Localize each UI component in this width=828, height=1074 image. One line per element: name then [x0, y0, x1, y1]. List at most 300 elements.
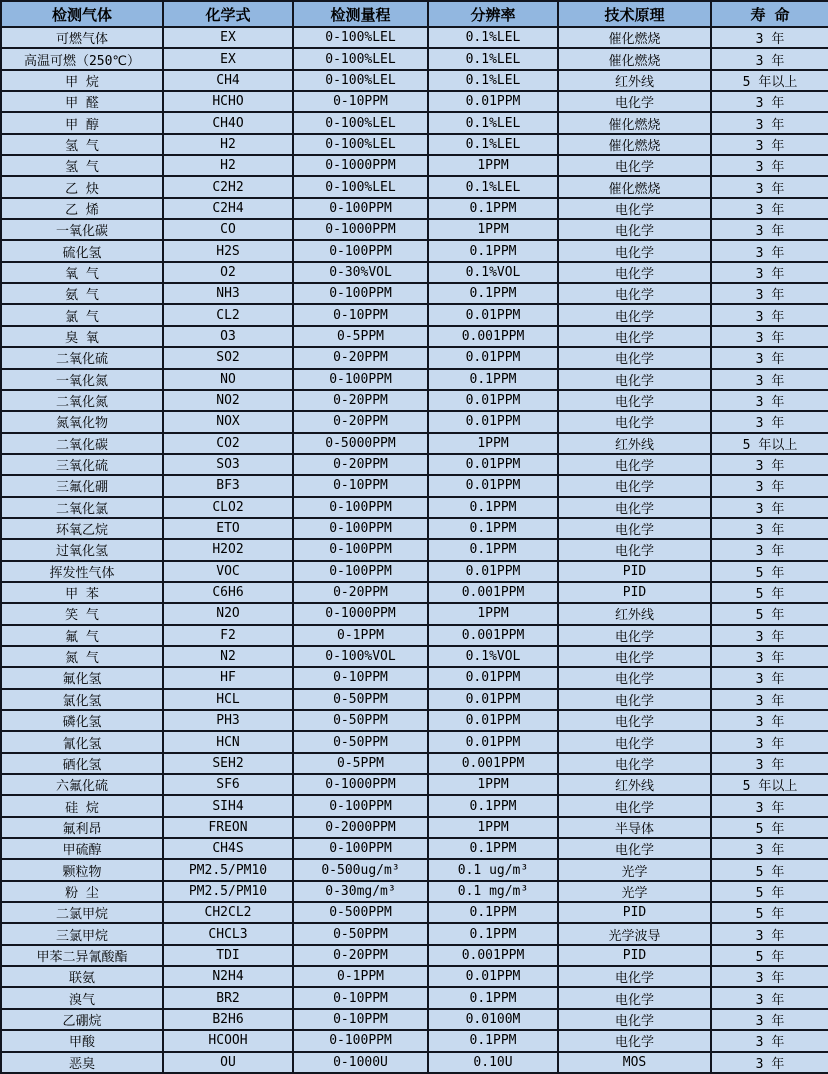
- cell-resolution: 0.01PPM: [428, 454, 558, 475]
- cell-resolution: 0.01PPM: [428, 475, 558, 496]
- cell-gas: 硅 烷: [1, 795, 163, 816]
- cell-principle: 光学: [558, 859, 711, 880]
- cell-formula: ETO: [163, 518, 293, 539]
- cell-principle: 电化学: [558, 304, 711, 325]
- cell-resolution: 1PPM: [428, 219, 558, 240]
- cell-resolution: 0.1%LEL: [428, 48, 558, 69]
- cell-lifespan: 3 年: [711, 326, 828, 347]
- cell-lifespan: 3 年: [711, 731, 828, 752]
- cell-resolution: 0.01PPM: [428, 390, 558, 411]
- cell-formula: PH3: [163, 710, 293, 731]
- cell-resolution: 0.001PPM: [428, 582, 558, 603]
- cell-lifespan: 5 年: [711, 902, 828, 923]
- cell-formula: CH4O: [163, 112, 293, 133]
- cell-resolution: 0.01PPM: [428, 304, 558, 325]
- cell-range: 0-30mg/m³: [293, 881, 428, 902]
- cell-formula: N2H4: [163, 966, 293, 987]
- cell-principle: 红外线: [558, 774, 711, 795]
- cell-formula: PM2.5/PM10: [163, 859, 293, 880]
- cell-gas: 笑 气: [1, 603, 163, 624]
- cell-formula: H2: [163, 155, 293, 176]
- cell-formula: C6H6: [163, 582, 293, 603]
- cell-lifespan: 3 年: [711, 518, 828, 539]
- cell-resolution: 0.1 mg/m³: [428, 881, 558, 902]
- cell-lifespan: 3 年: [711, 48, 828, 69]
- cell-lifespan: 3 年: [711, 795, 828, 816]
- cell-gas: 氨 气: [1, 283, 163, 304]
- cell-formula: BF3: [163, 475, 293, 496]
- table-row: [1, 1052, 828, 1074]
- table-row: [1, 304, 828, 325]
- cell-resolution: 0.1PPM: [428, 518, 558, 539]
- table-row: [1, 646, 828, 667]
- cell-principle: 电化学: [558, 497, 711, 518]
- cell-resolution: 0.001PPM: [428, 945, 558, 966]
- cell-resolution: 1PPM: [428, 433, 558, 454]
- cell-principle: 光学波导: [558, 923, 711, 944]
- cell-resolution: 0.1PPM: [428, 838, 558, 859]
- cell-resolution: 0.1PPM: [428, 497, 558, 518]
- cell-range: 0-100PPM: [293, 497, 428, 518]
- cell-range: 0-100PPM: [293, 198, 428, 219]
- table-row: [1, 859, 828, 880]
- cell-gas: 硫化氢: [1, 240, 163, 261]
- cell-lifespan: 5 年: [711, 561, 828, 582]
- cell-lifespan: 5 年以上: [711, 774, 828, 795]
- cell-resolution: 0.01PPM: [428, 561, 558, 582]
- table-row: [1, 497, 828, 518]
- cell-formula: CLO2: [163, 497, 293, 518]
- cell-range: 0-30%VOL: [293, 262, 428, 283]
- cell-formula: OU: [163, 1052, 293, 1074]
- cell-resolution: 0.01PPM: [428, 731, 558, 752]
- cell-range: 0-20PPM: [293, 411, 428, 432]
- cell-range: 0-100%LEL: [293, 134, 428, 155]
- cell-formula: C2H2: [163, 176, 293, 197]
- cell-lifespan: 3 年: [711, 155, 828, 176]
- cell-resolution: 0.1PPM: [428, 240, 558, 261]
- cell-range: 0-20PPM: [293, 454, 428, 475]
- cell-lifespan: 5 年以上: [711, 433, 828, 454]
- cell-range: 0-5PPM: [293, 326, 428, 347]
- table-body: [1, 27, 828, 1073]
- cell-range: 0-20PPM: [293, 582, 428, 603]
- table-row: [1, 625, 828, 646]
- cell-principle: 电化学: [558, 262, 711, 283]
- table-row: [1, 70, 828, 91]
- cell-lifespan: 3 年: [711, 667, 828, 688]
- cell-lifespan: 3 年: [711, 91, 828, 112]
- table-row: [1, 966, 828, 987]
- cell-gas: 三氟化硼: [1, 475, 163, 496]
- cell-principle: 电化学: [558, 667, 711, 688]
- cell-range: 0-50PPM: [293, 923, 428, 944]
- cell-formula: VOC: [163, 561, 293, 582]
- cell-lifespan: 3 年: [711, 475, 828, 496]
- cell-lifespan: 3 年: [711, 497, 828, 518]
- cell-gas: 硒化氢: [1, 753, 163, 774]
- cell-formula: O2: [163, 262, 293, 283]
- cell-formula: NH3: [163, 283, 293, 304]
- cell-formula: CH4: [163, 70, 293, 91]
- cell-principle: 电化学: [558, 987, 711, 1008]
- cell-principle: 催化燃烧: [558, 112, 711, 133]
- cell-principle: 电化学: [558, 518, 711, 539]
- cell-principle: 电化学: [558, 625, 711, 646]
- cell-principle: PID: [558, 902, 711, 923]
- cell-range: 0-100PPM: [293, 283, 428, 304]
- cell-lifespan: 3 年: [711, 369, 828, 390]
- cell-lifespan: 3 年: [711, 710, 828, 731]
- cell-gas: 二氧化硫: [1, 347, 163, 368]
- table-row: [1, 369, 828, 390]
- cell-range: 0-100%LEL: [293, 27, 428, 48]
- cell-range: 0-1000U: [293, 1052, 428, 1074]
- column-header-resolution: 分辨率: [428, 1, 558, 27]
- cell-formula: F2: [163, 625, 293, 646]
- cell-formula: HF: [163, 667, 293, 688]
- cell-formula: TDI: [163, 945, 293, 966]
- cell-principle: 电化学: [558, 155, 711, 176]
- cell-resolution: 0.1PPM: [428, 1030, 558, 1051]
- cell-lifespan: 5 年: [711, 817, 828, 838]
- cell-range: 0-50PPM: [293, 731, 428, 752]
- cell-resolution: 0.01PPM: [428, 966, 558, 987]
- table-row: [1, 411, 828, 432]
- cell-principle: 电化学: [558, 1030, 711, 1051]
- cell-lifespan: 3 年: [711, 646, 828, 667]
- table-row: [1, 347, 828, 368]
- cell-principle: 红外线: [558, 70, 711, 91]
- cell-formula: B2H6: [163, 1009, 293, 1030]
- table-row: [1, 433, 828, 454]
- cell-gas: 恶臭: [1, 1052, 163, 1074]
- cell-range: 0-100%LEL: [293, 176, 428, 197]
- cell-principle: 电化学: [558, 710, 711, 731]
- cell-gas: 二氧化氯: [1, 497, 163, 518]
- cell-gas: 氟 气: [1, 625, 163, 646]
- cell-principle: 电化学: [558, 326, 711, 347]
- cell-gas: 一氧化氮: [1, 369, 163, 390]
- cell-resolution: 1PPM: [428, 774, 558, 795]
- table-row: [1, 838, 828, 859]
- cell-resolution: 0.1%LEL: [428, 112, 558, 133]
- cell-formula: HCL: [163, 689, 293, 710]
- cell-range: 0-10PPM: [293, 667, 428, 688]
- cell-principle: 电化学: [558, 91, 711, 112]
- cell-principle: 电化学: [558, 369, 711, 390]
- cell-formula: H2O2: [163, 539, 293, 560]
- table-row: [1, 795, 828, 816]
- cell-range: 0-50PPM: [293, 689, 428, 710]
- cell-range: 0-1000PPM: [293, 603, 428, 624]
- cell-formula: C2H4: [163, 198, 293, 219]
- cell-resolution: 0.1PPM: [428, 369, 558, 390]
- cell-lifespan: 3 年: [711, 390, 828, 411]
- cell-gas: 乙 炔: [1, 176, 163, 197]
- cell-range: 0-100PPM: [293, 539, 428, 560]
- table-row: [1, 454, 828, 475]
- cell-gas: 甲硫醇: [1, 838, 163, 859]
- cell-lifespan: 3 年: [711, 262, 828, 283]
- cell-lifespan: 5 年: [711, 881, 828, 902]
- cell-principle: 电化学: [558, 1009, 711, 1030]
- table-row: [1, 112, 828, 133]
- cell-lifespan: 5 年: [711, 603, 828, 624]
- cell-range: 0-1PPM: [293, 966, 428, 987]
- cell-range: 0-100PPM: [293, 795, 428, 816]
- cell-principle: 催化燃烧: [558, 27, 711, 48]
- table-row: [1, 134, 828, 155]
- cell-principle: 电化学: [558, 347, 711, 368]
- cell-formula: CHCL3: [163, 923, 293, 944]
- cell-lifespan: 3 年: [711, 838, 828, 859]
- cell-gas: 二氧化碳: [1, 433, 163, 454]
- table-row: [1, 774, 828, 795]
- cell-principle: 电化学: [558, 198, 711, 219]
- cell-resolution: 0.1PPM: [428, 902, 558, 923]
- cell-resolution: 0.001PPM: [428, 625, 558, 646]
- cell-lifespan: 3 年: [711, 753, 828, 774]
- cell-lifespan: 3 年: [711, 219, 828, 240]
- cell-lifespan: 3 年: [711, 454, 828, 475]
- cell-formula: NO2: [163, 390, 293, 411]
- cell-lifespan: 3 年: [711, 134, 828, 155]
- cell-gas: 氢 气: [1, 155, 163, 176]
- cell-resolution: 0.1%LEL: [428, 134, 558, 155]
- cell-range: 0-20PPM: [293, 945, 428, 966]
- table-row: [1, 198, 828, 219]
- cell-formula: HCN: [163, 731, 293, 752]
- cell-principle: 催化燃烧: [558, 48, 711, 69]
- cell-gas: 氮 气: [1, 646, 163, 667]
- cell-principle: 电化学: [558, 240, 711, 261]
- table-row: [1, 945, 828, 966]
- table-row: [1, 176, 828, 197]
- header-row: [1, 1, 828, 27]
- cell-formula: NO: [163, 369, 293, 390]
- cell-lifespan: 3 年: [711, 539, 828, 560]
- cell-gas: 高温可燃（250℃）: [1, 48, 163, 69]
- cell-principle: PID: [558, 582, 711, 603]
- cell-gas: 颗粒物: [1, 859, 163, 880]
- cell-range: 0-100%LEL: [293, 48, 428, 69]
- cell-lifespan: 5 年: [711, 582, 828, 603]
- cell-range: 0-100PPM: [293, 369, 428, 390]
- cell-formula: HCOOH: [163, 1030, 293, 1051]
- cell-gas: 六氟化硫: [1, 774, 163, 795]
- cell-principle: 电化学: [558, 838, 711, 859]
- cell-gas: 二氧化氮: [1, 390, 163, 411]
- cell-principle: 电化学: [558, 731, 711, 752]
- cell-gas: 氢 气: [1, 134, 163, 155]
- table-row: [1, 1009, 828, 1030]
- cell-principle: 电化学: [558, 411, 711, 432]
- cell-range: 0-100%LEL: [293, 112, 428, 133]
- cell-principle: 催化燃烧: [558, 176, 711, 197]
- cell-range: 0-20PPM: [293, 347, 428, 368]
- cell-gas: 三氧化硫: [1, 454, 163, 475]
- cell-resolution: 0.01PPM: [428, 689, 558, 710]
- cell-resolution: 0.01PPM: [428, 710, 558, 731]
- cell-lifespan: 3 年: [711, 1052, 828, 1074]
- cell-resolution: 0.001PPM: [428, 326, 558, 347]
- cell-gas: 乙硼烷: [1, 1009, 163, 1030]
- cell-gas: 过氧化氢: [1, 539, 163, 560]
- cell-formula: SO2: [163, 347, 293, 368]
- cell-resolution: 0.1%VOL: [428, 262, 558, 283]
- cell-gas: 可燃气体: [1, 27, 163, 48]
- cell-gas: 粉 尘: [1, 881, 163, 902]
- cell-gas: 氟化氢: [1, 667, 163, 688]
- table-row: [1, 539, 828, 560]
- cell-gas: 三氯甲烷: [1, 923, 163, 944]
- cell-formula: CO2: [163, 433, 293, 454]
- cell-resolution: 1PPM: [428, 817, 558, 838]
- cell-range: 0-50PPM: [293, 710, 428, 731]
- cell-gas: 甲 烷: [1, 70, 163, 91]
- cell-resolution: 0.1 ug/m³: [428, 859, 558, 880]
- table-row: [1, 475, 828, 496]
- table-row: [1, 603, 828, 624]
- cell-range: 0-10PPM: [293, 987, 428, 1008]
- cell-formula: N2O: [163, 603, 293, 624]
- cell-principle: 催化燃烧: [558, 134, 711, 155]
- cell-range: 0-10PPM: [293, 91, 428, 112]
- cell-formula: N2: [163, 646, 293, 667]
- cell-lifespan: 3 年: [711, 304, 828, 325]
- cell-gas: 臭 氧: [1, 326, 163, 347]
- cell-gas: 氮氧化物: [1, 411, 163, 432]
- cell-resolution: 0.01PPM: [428, 347, 558, 368]
- cell-range: 0-100PPM: [293, 1030, 428, 1051]
- cell-range: 0-100%VOL: [293, 646, 428, 667]
- cell-lifespan: 3 年: [711, 176, 828, 197]
- table-row: [1, 1030, 828, 1051]
- table-row: [1, 902, 828, 923]
- cell-gas: 溴气: [1, 987, 163, 1008]
- cell-resolution: 0.01PPM: [428, 667, 558, 688]
- table-row: [1, 881, 828, 902]
- cell-range: 0-10PPM: [293, 475, 428, 496]
- table-row: [1, 753, 828, 774]
- cell-principle: 电化学: [558, 539, 711, 560]
- cell-lifespan: 3 年: [711, 987, 828, 1008]
- cell-gas: 氰化氢: [1, 731, 163, 752]
- cell-formula: CH4S: [163, 838, 293, 859]
- cell-range: 0-1PPM: [293, 625, 428, 646]
- column-header-formula: 化学式: [163, 1, 293, 27]
- cell-lifespan: 3 年: [711, 283, 828, 304]
- cell-formula: PM2.5/PM10: [163, 881, 293, 902]
- cell-gas: 甲酸: [1, 1030, 163, 1051]
- table-row: [1, 219, 828, 240]
- cell-resolution: 0.001PPM: [428, 753, 558, 774]
- cell-formula: NOX: [163, 411, 293, 432]
- cell-formula: HCHO: [163, 91, 293, 112]
- cell-range: 0-1000PPM: [293, 219, 428, 240]
- table-row: [1, 817, 828, 838]
- table-row: [1, 923, 828, 944]
- cell-gas: 联氨: [1, 966, 163, 987]
- table-row: [1, 390, 828, 411]
- cell-lifespan: 3 年: [711, 112, 828, 133]
- table-row: [1, 561, 828, 582]
- cell-range: 0-10PPM: [293, 304, 428, 325]
- cell-gas: 磷化氢: [1, 710, 163, 731]
- cell-principle: 电化学: [558, 390, 711, 411]
- cell-resolution: 0.1PPM: [428, 923, 558, 944]
- cell-lifespan: 3 年: [711, 1030, 828, 1051]
- cell-formula: SO3: [163, 454, 293, 475]
- cell-formula: BR2: [163, 987, 293, 1008]
- cell-principle: 电化学: [558, 966, 711, 987]
- cell-principle: 红外线: [558, 433, 711, 454]
- cell-lifespan: 3 年: [711, 625, 828, 646]
- cell-range: 0-1000PPM: [293, 774, 428, 795]
- cell-resolution: 0.1PPM: [428, 795, 558, 816]
- cell-resolution: 0.10U: [428, 1052, 558, 1074]
- cell-range: 0-5000PPM: [293, 433, 428, 454]
- cell-range: 0-100PPM: [293, 240, 428, 261]
- cell-resolution: 0.01PPM: [428, 91, 558, 112]
- cell-formula: CH2CL2: [163, 902, 293, 923]
- cell-range: 0-2000PPM: [293, 817, 428, 838]
- cell-principle: PID: [558, 561, 711, 582]
- cell-lifespan: 3 年: [711, 923, 828, 944]
- cell-gas: 氯化氢: [1, 689, 163, 710]
- cell-gas: 甲 醛: [1, 91, 163, 112]
- cell-formula: SF6: [163, 774, 293, 795]
- cell-gas: 氧 气: [1, 262, 163, 283]
- cell-lifespan: 3 年: [711, 198, 828, 219]
- cell-lifespan: 5 年以上: [711, 70, 828, 91]
- cell-principle: 半导体: [558, 817, 711, 838]
- cell-range: 0-1000PPM: [293, 155, 428, 176]
- cell-principle: 电化学: [558, 454, 711, 475]
- cell-principle: 电化学: [558, 646, 711, 667]
- cell-resolution: 0.1PPM: [428, 283, 558, 304]
- cell-formula: H2: [163, 134, 293, 155]
- cell-formula: CO: [163, 219, 293, 240]
- cell-lifespan: 3 年: [711, 347, 828, 368]
- table-row: [1, 710, 828, 731]
- table-row: [1, 283, 828, 304]
- cell-principle: 电化学: [558, 283, 711, 304]
- table-row: [1, 27, 828, 48]
- cell-lifespan: 5 年: [711, 945, 828, 966]
- cell-range: 0-10PPM: [293, 1009, 428, 1030]
- cell-range: 0-100PPM: [293, 518, 428, 539]
- table-row: [1, 240, 828, 261]
- cell-range: 0-500PPM: [293, 902, 428, 923]
- cell-lifespan: 3 年: [711, 240, 828, 261]
- cell-gas: 氯 气: [1, 304, 163, 325]
- table-row: [1, 262, 828, 283]
- cell-formula: EX: [163, 48, 293, 69]
- cell-gas: 环氧乙烷: [1, 518, 163, 539]
- column-header-gas: 检测气体: [1, 1, 163, 27]
- cell-resolution: 0.1%VOL: [428, 646, 558, 667]
- cell-gas: 甲 苯: [1, 582, 163, 603]
- cell-range: 0-100%LEL: [293, 70, 428, 91]
- cell-resolution: 0.1PPM: [428, 987, 558, 1008]
- cell-lifespan: 3 年: [711, 966, 828, 987]
- column-header-principle: 技术原理: [558, 1, 711, 27]
- cell-range: 0-20PPM: [293, 390, 428, 411]
- cell-lifespan: 3 年: [711, 1009, 828, 1030]
- table-row: [1, 987, 828, 1008]
